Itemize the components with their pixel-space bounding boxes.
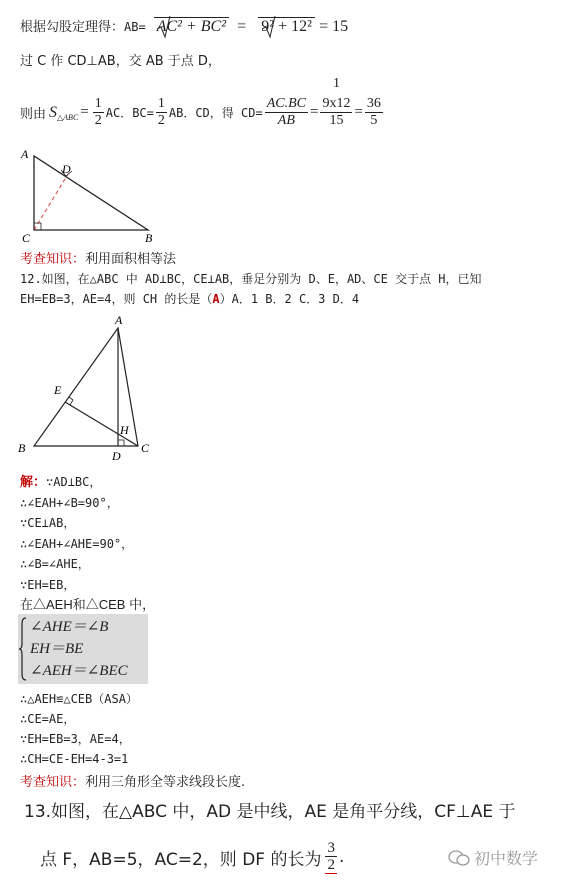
half-fraction-a — [93, 96, 104, 129]
knowledge-text-1: 利用面积相等法 — [85, 252, 177, 267]
pythagoras-line — [20, 16, 348, 36]
altitude-cd — [34, 174, 68, 230]
watermark-text: 初中数学 — [474, 849, 539, 868]
half-a-den: 2 — [94, 113, 102, 128]
solution-first-line — [20, 472, 155, 493]
label-b2: B — [18, 441, 26, 455]
q13-line-2 — [40, 840, 344, 874]
f1-den: AB — [277, 113, 295, 128]
q12-line2-post: ）A．1 B．2 C．3 D．4 — [219, 292, 360, 306]
f3-num: 36 — [366, 96, 381, 111]
ac-bc-text: AC．BC= — [105, 106, 154, 120]
solution-first: ∵AD⊥BC， — [46, 475, 102, 489]
q12-line-1: 12.如图，在△ABC 中 AD⊥BC，CE⊥AB，垂足分别为 D、E，AD、CE 交于点 H，已知 — [20, 272, 482, 286]
conclusion-line: ∴CE=AE， — [20, 712, 76, 726]
label-d2: D — [112, 449, 121, 462]
half-b-num: 1 — [157, 96, 165, 111]
label-e2: E — [54, 383, 62, 397]
half-b-den: 2 — [157, 113, 165, 128]
label-d: D — [62, 162, 71, 176]
right-angle-mark-e — [69, 397, 73, 405]
cd-fraction-1 — [265, 96, 308, 129]
watermark — [448, 846, 538, 869]
cd-fraction-2 — [320, 96, 352, 129]
q13-answer-fraction — [325, 840, 337, 874]
conclusion-line: ∵EH=EB=3，AE=4， — [20, 732, 131, 746]
solution-line: ∴∠B=∠AHE， — [20, 557, 90, 571]
knowledge-label-2: 考查知识： — [20, 775, 86, 790]
f2-den: 15 — [329, 113, 344, 128]
s-symbol: S — [49, 103, 58, 121]
label-h2: H — [120, 423, 129, 437]
perpendicular-line: 过 C 作 CD⊥AB，交 AB 于点 D， — [20, 54, 221, 69]
solution-line: ∴∠EAH+∠B=90°， — [20, 495, 119, 510]
pythagoras-result: = 15 — [319, 18, 349, 35]
label-c: C — [22, 231, 31, 245]
s-subscript: △ABC — [57, 113, 79, 122]
pythagoras-prefix: 根据勾股定理得： — [20, 20, 125, 35]
equals-sign: = — [237, 18, 247, 35]
f1-num: AC.BC — [266, 96, 306, 111]
ab-cd-text: AB．CD，得 CD= — [168, 106, 263, 120]
label-b: B — [145, 231, 153, 245]
radical-1: AC² + BC² — [154, 17, 229, 35]
q12-line-2 — [20, 290, 359, 307]
q13-line2-post: . — [338, 847, 345, 867]
ab-lhs: AB= — [124, 20, 146, 34]
half-fraction-b — [156, 96, 167, 129]
knowledge-note-1 — [20, 248, 176, 267]
figure-right-triangle — [14, 146, 164, 246]
q13-ans-den: 2 — [327, 857, 335, 873]
solution-line: ∴∠EAH+∠AHE=90°， — [20, 536, 134, 551]
system-line: EH＝BE — [30, 641, 84, 657]
f3-den: 5 — [370, 113, 378, 128]
left-brace — [18, 616, 28, 682]
knowledge-label-1: 考查知识： — [20, 252, 86, 267]
q13-ans-num: 3 — [327, 840, 335, 856]
figure-triangle-altitudes — [14, 312, 164, 462]
q12-line2-pre: EH=EB=3，AE=4，则 CH 的长是（ — [20, 292, 213, 306]
radical-sign-2 — [262, 15, 276, 39]
area-prefix: 则由 — [20, 107, 47, 122]
solution-label: 解： — [20, 474, 47, 489]
triangle-abc — [34, 156, 148, 230]
solution-conclusion — [20, 689, 138, 769]
stray-one: 1 — [333, 76, 340, 91]
q13-line-1: 13.如图，在△ABC 中，AD 是中线，AE 是角平分线，CF⊥AE 于 — [24, 802, 516, 822]
conclusion-line: ∴△AEH≌△CEB（ASA） — [20, 692, 138, 706]
chat-bubble-icon — [448, 849, 470, 867]
right-angle-mark-d2 — [118, 440, 124, 446]
q13-line2-pre: 点 F，AB=5，AC=2，则 DF 的长为 — [40, 849, 322, 870]
solution-line: ∵EH=EB， — [20, 577, 76, 592]
conclusion-line: ∴CH=CE-EH=4-3=1 — [20, 752, 129, 766]
area-eq: = — [80, 104, 89, 120]
solution-in-triangles: 在△AEH和△CEB 中， — [20, 597, 156, 612]
cd-fraction-3 — [365, 96, 383, 129]
half-a-num: 1 — [94, 96, 102, 111]
label-c2: C — [141, 441, 150, 455]
radical-sign-1 — [157, 15, 171, 39]
radical-2: 9² + 12² — [258, 17, 315, 35]
f2-num: 9x12 — [322, 96, 351, 111]
cd-eq-1: = — [309, 104, 319, 120]
solution-block — [20, 472, 155, 616]
knowledge-text-2: 利用三角形全等求线段长度. — [85, 775, 246, 790]
knowledge-note-2 — [20, 771, 245, 790]
cd-eq-2: = — [354, 104, 363, 120]
system-line: ∠AHE＝∠B — [30, 619, 109, 635]
label-a2: A — [115, 313, 123, 327]
solution-line: ∵CE⊥AB， — [20, 516, 76, 530]
system-line: ∠AEH＝∠BEC — [30, 663, 128, 679]
equation-system — [30, 616, 128, 682]
q12-answer: A — [212, 292, 220, 306]
area-equation — [20, 96, 385, 129]
label-a: A — [21, 147, 29, 161]
